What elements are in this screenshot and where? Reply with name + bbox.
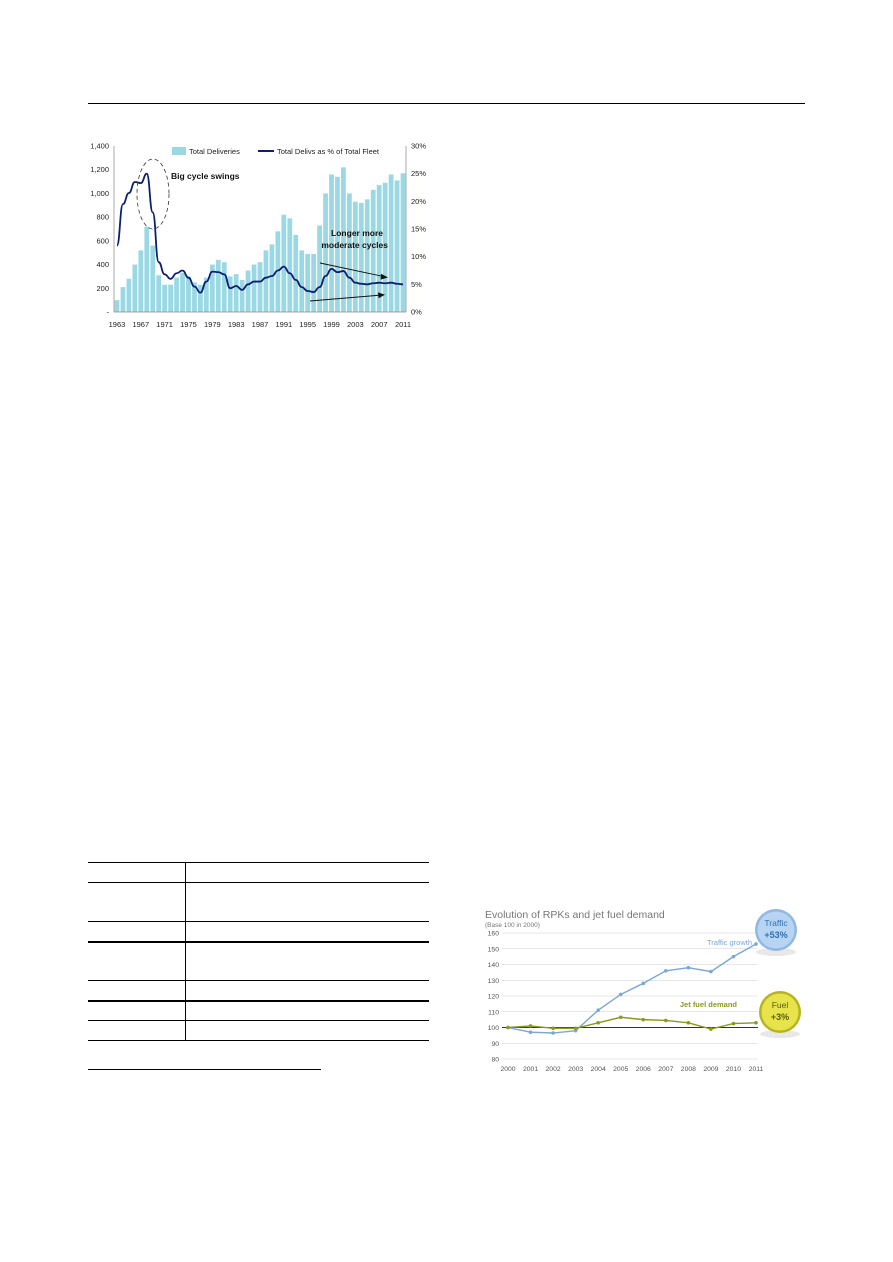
deliveries-bar [323,193,328,312]
deliveries-bar [174,278,179,312]
table-rule [88,980,429,981]
deliveries-bar [234,274,239,312]
y-right-tick-label: 15% [411,224,427,234]
traffic-growth-point [529,1030,533,1034]
y-right-tick-label: 0% [411,307,422,317]
deliveries-chart [80,138,427,343]
legend-bars-label: Total Deliveries [189,147,240,156]
y-tick-label: 110 [488,1009,499,1017]
deliveries-bar [240,280,245,312]
table-rule [88,1000,429,1002]
deliveries-bar [121,287,126,312]
fuel-badge-title: Fuel [771,1000,789,1010]
rpk-fuel-chart [480,905,817,1077]
traffic-growth-point [619,993,623,997]
deliveries-bar [299,250,304,312]
x-tick-label: 2011 [394,320,412,329]
fuel-demand-point [551,1026,555,1030]
deliveries-bar [246,271,251,313]
fuel-demand-point [596,1021,600,1025]
footnote-rule [88,1069,321,1070]
y-left-tick-label: 600 [96,236,109,246]
deliveries-bar [311,254,316,312]
x-tick-label: 2008 [680,1066,696,1073]
header-rule [88,103,805,104]
deliveries-bar [144,227,149,312]
deliveries-bar [365,199,370,312]
table-rule [88,941,429,943]
deliveries-bar [228,276,233,312]
x-tick-label: 2001 [522,1066,539,1073]
traffic-growth-point [687,966,691,970]
deliveries-bar [222,262,227,312]
chart-title: Evolution of RPKs and jet fuel demand [485,909,665,921]
traffic-growth-label: Traffic growth [706,938,752,947]
table-column-divider [185,862,186,1041]
table-rule [88,882,429,883]
fuel-demand-point [709,1027,713,1031]
y-right-tick-label: 25% [411,169,427,179]
deliveries-bar [305,254,310,312]
y-left-tick-label: 200 [96,283,109,293]
x-tick-label: 2009 [703,1066,719,1073]
deliveries-bar [359,203,364,312]
longer-cycles-line1: Longer more [331,228,383,238]
fuel-demand-point [641,1018,645,1022]
deliveries-bar [317,225,322,312]
x-tick-label: 2003 [347,320,364,329]
deliveries-bar [395,180,400,312]
deliveries-bar [138,250,143,312]
x-tick-label: 2002 [545,1066,561,1073]
x-tick-label: 1983 [227,320,245,329]
x-tick-label: 2011 [748,1066,764,1073]
fuel-demand-point [619,1015,623,1019]
x-tick-label: 2005 [613,1066,629,1073]
y-left-tick-label: - [106,307,109,317]
deliveries-bar [258,262,263,312]
legend-bars-swatch [172,147,186,155]
big-cycle-annotation: Big cycle swings [171,171,240,181]
x-tick-label: 2007 [370,320,388,329]
big-cycle-ellipse [137,159,169,229]
longer-cycles-line2: moderate cycles [321,240,388,250]
fuel-demand-point [529,1024,533,1028]
y-tick-label: 80 [491,1056,499,1064]
traffic-growth-point [664,969,668,973]
fuel-demand-point [754,1021,758,1025]
deliveries-bar [371,190,376,312]
traffic-growth-point [732,955,736,959]
fuel-demand-point [506,1026,510,1030]
deliveries-bar [347,193,352,312]
fuel-demand-point [687,1021,691,1025]
y-right-tick-label: 10% [411,252,427,262]
y-left-tick-label: 1,400 [90,141,109,151]
traffic-growth-point [596,1008,600,1012]
y-tick-label: 160 [487,930,499,938]
deliveries-bar [252,265,257,312]
x-tick-label: 2004 [590,1066,606,1073]
y-tick-label: 130 [487,977,499,985]
deliveries-bar [150,246,155,312]
deliveries-bar [353,202,358,312]
y-left-tick-label: 1,000 [90,188,109,198]
deliveries-bar [216,260,221,312]
fuel-demand-point [664,1019,668,1023]
deliveries-bar [186,276,191,312]
x-tick-label: 1963 [108,320,126,329]
traffic-growth-point [641,982,645,986]
x-tick-label: 2010 [725,1066,742,1073]
y-tick-label: 120 [487,993,499,1001]
x-tick-label: 2000 [500,1066,516,1073]
table-rule [88,921,429,922]
fuel-demand-point [574,1026,578,1030]
y-tick-label: 140 [487,962,499,969]
deliveries-bar [281,215,286,312]
deliveries-bar [401,173,406,312]
y-left-tick-label: 1,200 [90,165,109,175]
y-right-tick-label: 20% [411,196,427,206]
chart-subtitle: (Base 100 in 2000) [485,922,540,929]
y-tick-label: 90 [491,1040,499,1048]
traffic-growth-point [754,942,758,946]
traffic-badge-title: Traffic [764,918,788,928]
legend-line-label: Total Delivs as % of Total Fleet [277,147,379,156]
deliveries-bar [270,244,275,312]
deliveries-bar [127,279,132,312]
y-left-tick-label: 400 [96,260,109,270]
data-table [88,862,429,1042]
x-tick-label: 1971 [156,320,173,329]
deliveries-bar [132,265,137,312]
y-right-tick-label: 5% [411,279,422,289]
deliveries-bar [180,273,185,312]
x-tick-label: 1991 [275,320,293,329]
deliveries-bar [115,300,120,312]
deliveries-bar [287,218,292,312]
y-tick-label: 100 [487,1025,499,1032]
x-tick-label: 1995 [299,320,317,329]
deliveries-bar [264,250,269,312]
table-rule [88,1040,429,1041]
x-tick-label: 1979 [203,320,221,329]
deliveries-bar [389,174,394,312]
traffic-badge-value: +53% [764,930,788,940]
x-tick-label: 1987 [251,320,269,329]
fuel-badge-value: +3% [770,1012,790,1022]
x-tick-label: 1975 [180,320,197,329]
fuel-demand-label: Jet fuel demand [679,1000,737,1009]
y-right-tick-label: 30% [411,141,427,151]
deliveries-bar [293,235,298,312]
traffic-growth-point [551,1031,555,1035]
deliveries-bar [156,275,161,312]
fuel-demand-point [732,1022,736,1026]
table-rule [88,1020,429,1021]
x-tick-label: 2007 [658,1066,674,1073]
x-tick-label: 1967 [132,320,150,329]
x-tick-label: 2003 [568,1066,584,1073]
deliveries-bar [168,285,173,312]
x-tick-label: 2006 [635,1066,651,1073]
table-rule [88,862,429,863]
y-left-tick-label: 800 [96,212,109,222]
traffic-growth-point [709,970,713,974]
y-tick-label: 150 [487,946,499,954]
x-tick-label: 1999 [323,320,340,329]
deliveries-bar [162,285,167,312]
